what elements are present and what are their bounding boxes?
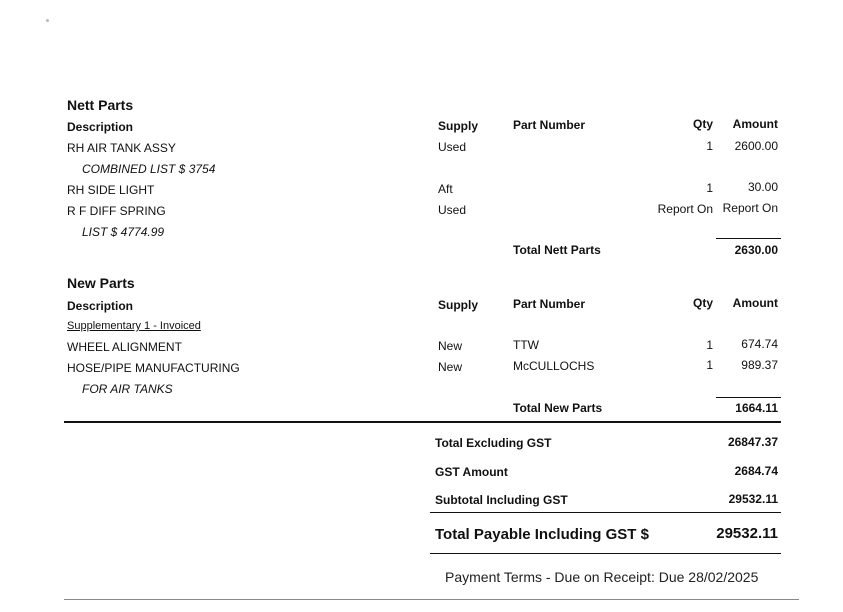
total-excl-gst-value: 26847.37	[727, 435, 778, 449]
nett-item-supply: Aft	[438, 182, 453, 196]
new-item-qty: 1	[706, 358, 713, 372]
new-col-amount: Amount	[732, 296, 778, 310]
new-item-amount: 989.37	[741, 358, 778, 372]
nett-col-supply: Supply	[438, 119, 479, 133]
nett-col-description: Description	[67, 120, 134, 134]
nett-item-amount: 30.00	[747, 180, 778, 194]
new-col-description: Description	[67, 299, 134, 313]
nett-item-qty: Report On	[657, 202, 713, 216]
nett-col-amount: Amount	[732, 117, 778, 131]
new-item-description: HOSE/PIPE MANUFACTURING	[67, 361, 240, 375]
nett-total-value: 2630.00	[734, 243, 778, 257]
new-item-description: WHEEL ALIGNMENT	[67, 340, 182, 354]
new-item-amount: 674.74	[741, 337, 778, 351]
gst-amount-value: 2684.74	[734, 464, 778, 478]
payable-top-rule	[430, 512, 781, 513]
new-total-value: 1664.11	[735, 401, 778, 415]
new-total-label: Total New Parts	[513, 401, 603, 415]
nett-item-description: RH SIDE LIGHT	[67, 183, 155, 197]
new-parts-heading: New Parts	[67, 275, 135, 291]
nett-col-part-number: Part Number	[513, 118, 586, 132]
nett-item-qty: 1	[706, 139, 713, 153]
new-total-rule	[716, 397, 781, 398]
new-item-qty: 1	[706, 338, 713, 352]
total-payable-label: Total Payable Including GST $	[435, 526, 649, 543]
new-col-part-number: Part Number	[513, 297, 586, 311]
new-item-part-number: TTW	[513, 338, 539, 352]
nett-item-supply: Used	[438, 140, 467, 154]
supplementary-link[interactable]: Supplementary 1 - Invoiced	[67, 320, 201, 332]
scan-speck	[46, 19, 49, 22]
nett-item-qty: 1	[706, 181, 713, 195]
nett-item-note: LIST $ 4774.99	[82, 225, 165, 239]
new-item-supply: New	[438, 339, 463, 353]
nett-item-note: COMBINED LIST $ 3754	[82, 162, 216, 176]
new-item-part-number: McCULLOCHS	[513, 359, 595, 373]
subtotal-incl-gst-label: Subtotal Including GST	[435, 493, 568, 507]
nett-parts-heading: Nett Parts	[67, 97, 134, 113]
nett-item-supply: Used	[438, 203, 467, 217]
new-item-note: FOR AIR TANKS	[82, 382, 173, 396]
footer-rule	[64, 599, 799, 600]
section-divider	[64, 421, 781, 423]
total-payable-value: 29532.11	[716, 525, 778, 542]
new-col-supply: Supply	[438, 298, 479, 312]
payable-bottom-rule	[430, 553, 781, 554]
payment-terms: Payment Terms - Due on Receipt: Due 28/02/2025	[445, 569, 759, 585]
subtotal-incl-gst-value: 29532.11	[728, 492, 778, 506]
nett-col-qty: Qty	[692, 117, 713, 131]
nett-item-amount: Report On	[722, 201, 778, 215]
nett-total-rule	[716, 238, 781, 239]
nett-item-description: RH AIR TANK ASSY	[67, 141, 176, 155]
new-col-qty: Qty	[692, 296, 713, 310]
new-item-supply: New	[438, 360, 463, 374]
nett-item-description: R F DIFF SPRING	[67, 204, 166, 218]
nett-item-amount: 2600.00	[734, 139, 778, 153]
gst-amount-label: GST Amount	[435, 465, 508, 479]
total-excl-gst-label: Total Excluding GST	[435, 436, 552, 450]
nett-total-label: Total Nett Parts	[513, 243, 601, 257]
